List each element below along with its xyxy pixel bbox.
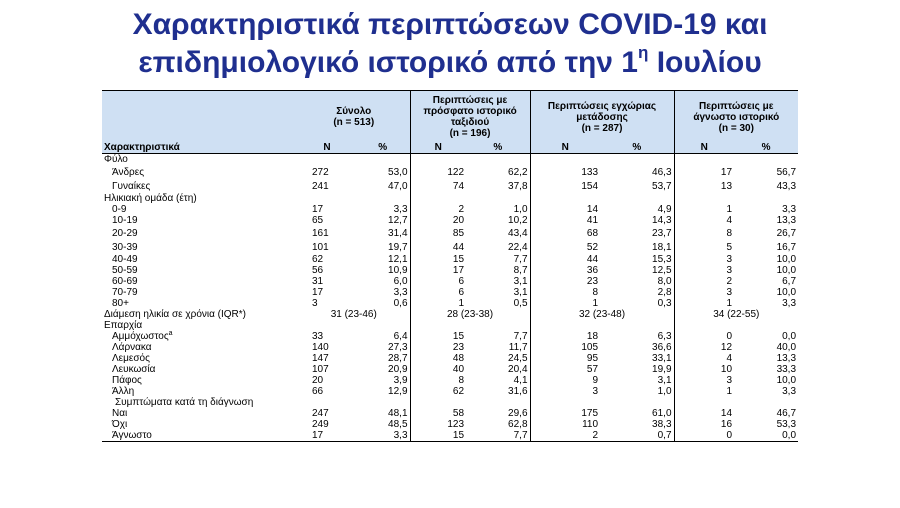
percent-cell: 13,3 (776, 215, 797, 226)
row-label: 70-79 (112, 287, 138, 298)
count-cell: 8 (674, 226, 734, 240)
count-cell: 0 (674, 430, 734, 442)
count-cell: 140 (312, 342, 329, 353)
row-label: 0-9 (112, 204, 127, 215)
percent-cell: 6,0 (393, 276, 408, 287)
table-header (102, 91, 798, 154)
empty-cell (530, 193, 674, 204)
count-cell: 15 (410, 331, 466, 342)
table-row (102, 265, 798, 276)
count-cell: 16 (674, 419, 734, 430)
percent-cell: 62,2 (508, 166, 528, 178)
header-n: N (410, 141, 466, 154)
row-label: 80+ (112, 298, 129, 309)
count-cell: 105 (530, 342, 600, 353)
table-row (102, 254, 798, 265)
count-cell: 62 (410, 386, 466, 397)
row-label: 30-39 (112, 241, 138, 253)
count-cell: 1 (674, 386, 734, 397)
percent-cell: 37,8 (508, 180, 528, 192)
percent-cell: 3,3 (782, 386, 797, 397)
count-cell: 44 (530, 254, 600, 265)
count-cell: 41 (530, 215, 600, 226)
percent-cell: 4,9 (657, 204, 672, 215)
percent-cell: 7,7 (466, 430, 530, 442)
count-cell: 1 (674, 204, 734, 215)
percent-cell: 3,3 (393, 204, 408, 215)
count-cell: 0 (674, 331, 734, 342)
header-travel: Περιπτώσεις με πρόσφατο ιστορικό ταξιδιού (n = 196) (410, 91, 530, 142)
count-cell: 5 (674, 240, 734, 254)
table-row (102, 408, 798, 419)
percent-cell: 3,9 (393, 375, 408, 386)
percent-cell: 0,0 (734, 430, 798, 442)
section-label: Φύλο (104, 154, 128, 165)
table-row (102, 215, 798, 226)
median-cell: 34 (22-55) (674, 309, 798, 320)
count-cell: 12 (674, 342, 734, 353)
count-cell: 241 (312, 180, 329, 192)
count-cell: 74 (410, 179, 466, 193)
percent-cell: 61,0 (652, 408, 672, 419)
header-characteristics: Χαρακτηριστικά (102, 141, 298, 154)
percent-cell: 47,0 (388, 180, 408, 192)
percent-cell: 7,7 (513, 331, 528, 342)
percent-cell: 0,3 (657, 298, 672, 309)
empty-cell (674, 320, 798, 331)
percent-cell: 3,3 (356, 430, 410, 442)
percent-cell: 10,0 (776, 287, 797, 298)
percent-cell: 0,0 (782, 331, 797, 342)
table-row (102, 386, 798, 397)
table-row (102, 342, 798, 353)
footnote-marker: a (168, 331, 173, 337)
percent-cell: 43,3 (776, 180, 797, 192)
count-cell: 95 (530, 353, 600, 364)
percent-cell: 3,3 (782, 298, 797, 309)
median-cell: 31 (23-46) (330, 309, 377, 320)
percent-cell: 12,9 (388, 386, 408, 397)
table-row (102, 165, 798, 179)
table-row (102, 353, 798, 364)
percent-cell: 10,9 (388, 265, 408, 276)
percent-cell: 48,5 (388, 419, 408, 430)
title-line-1: Χαρακτηριστικά περιπτώσεων COVID-19 και (132, 8, 768, 41)
percent-cell: 33,1 (652, 353, 672, 364)
section-label: Συμπτώματα κατά τη διάγνωση (115, 397, 254, 408)
section-row (102, 154, 798, 166)
row-label: Όχι (112, 419, 128, 430)
count-cell: 36 (530, 265, 600, 276)
count-cell: 14 (674, 408, 734, 419)
count-cell: 48 (410, 353, 466, 364)
count-cell: 44 (410, 240, 466, 254)
count-cell: 1 (674, 298, 734, 309)
count-cell: 17 (410, 265, 466, 276)
header-pct: % (356, 141, 410, 154)
percent-cell: 62,8 (508, 419, 528, 430)
row-label: Άγνωστο (102, 430, 298, 442)
percent-cell: 2,8 (657, 287, 672, 298)
count-cell: 18 (530, 331, 600, 342)
percent-cell: 23,7 (652, 227, 672, 239)
count-cell: 154 (530, 179, 600, 193)
count-cell: 56 (312, 265, 324, 276)
count-cell: 17 (312, 204, 324, 215)
percent-cell: 40,0 (776, 342, 797, 353)
count-cell: 23 (410, 342, 466, 353)
row-label: Ναι (112, 408, 128, 419)
row-label: Άνδρες (112, 166, 145, 178)
percent-cell: 46,3 (652, 166, 672, 178)
empty-cell (410, 193, 530, 204)
percent-cell: 19,9 (652, 364, 672, 375)
table-row (102, 430, 798, 442)
table-row (102, 287, 798, 298)
percent-cell: 15,3 (652, 254, 672, 265)
header-group-row (102, 91, 798, 142)
percent-cell: 7,7 (513, 254, 528, 265)
header-n: N (298, 141, 356, 154)
empty-cell (410, 154, 530, 166)
percent-cell: 0,7 (600, 430, 674, 442)
table-row (102, 204, 798, 215)
count-cell: 4 (674, 353, 734, 364)
header-pct: % (600, 141, 674, 154)
count-cell: 40 (410, 364, 466, 375)
count-cell: 3 (674, 265, 734, 276)
header-empty-cell (102, 91, 298, 142)
percent-cell: 13,3 (776, 353, 797, 364)
percent-cell: 3,3 (393, 287, 408, 298)
percent-cell: 26,7 (776, 227, 797, 239)
count-cell: 15 (410, 254, 466, 265)
percent-cell: 3,3 (782, 204, 797, 215)
count-cell: 122 (410, 165, 466, 179)
count-cell: 2 (530, 430, 600, 442)
row-label: Άλλη (112, 386, 135, 397)
table-row (102, 276, 798, 287)
section-row (102, 320, 798, 331)
header-pct: % (466, 141, 530, 154)
count-cell: 68 (530, 226, 600, 240)
row-label: Αμμόχωστος$^a$ (112, 331, 173, 342)
percent-cell: 11,7 (508, 342, 528, 353)
percent-cell: 12,1 (388, 254, 408, 265)
row-label: 40-49 (112, 254, 138, 265)
percent-cell: 27,3 (388, 342, 408, 353)
percent-cell: 10,0 (776, 375, 797, 386)
count-cell: 3 (312, 298, 318, 309)
count-cell: 14 (530, 204, 600, 215)
count-cell: 1 (410, 298, 466, 309)
percent-cell: 6,4 (393, 331, 408, 342)
median-cell: 32 (23-48) (530, 309, 674, 320)
count-cell: 33 (312, 331, 324, 342)
percent-cell: 19,7 (388, 241, 408, 253)
percent-cell: 53,3 (776, 419, 797, 430)
percent-cell: 12,5 (652, 265, 672, 276)
count-cell: 20 (410, 215, 466, 226)
title-line-2: επιδημιολογικό ιστορικό από την $1^\eta$ Ιουλίου (138, 43, 762, 79)
percent-cell: 53,7 (652, 180, 672, 192)
percent-cell: 3,1 (513, 276, 528, 287)
row-label: Πάφος (112, 375, 142, 386)
percent-cell: 8,7 (513, 265, 528, 276)
percent-cell: 1,0 (513, 204, 528, 215)
count-cell: 3 (674, 254, 734, 265)
percent-cell: 12,7 (388, 215, 408, 226)
count-cell: 52 (530, 240, 600, 254)
table-row (102, 179, 798, 193)
empty-cell (530, 397, 674, 408)
header-total: Σύνολο (n = 513) (298, 91, 410, 142)
percent-cell: 6,7 (782, 276, 797, 287)
percent-cell: 16,7 (776, 241, 797, 253)
percent-cell: 38,3 (652, 419, 672, 430)
empty-cell (298, 193, 410, 204)
table-row (102, 331, 798, 342)
median-cell: 28 (23-38) (410, 309, 530, 320)
table-row (102, 226, 798, 240)
percent-cell: 31,4 (388, 227, 408, 239)
count-cell: 8 (410, 375, 466, 386)
row-label: 60-69 (112, 276, 138, 287)
row-label: 20-29 (112, 227, 138, 239)
count-cell: 272 (312, 166, 329, 178)
header-n: N (530, 141, 600, 154)
row-label: Λευκωσία (112, 364, 156, 375)
count-cell: 31 (312, 276, 324, 287)
row-label: Λάρνακα (112, 342, 152, 353)
count-cell: 2 (410, 204, 466, 215)
empty-cell (298, 154, 410, 166)
percent-cell: 43,4 (508, 227, 528, 239)
count-cell: 65 (312, 215, 324, 226)
section-row (102, 397, 798, 408)
section-label: Διάμεση ηλικία σε χρόνια (IQR*) (104, 309, 246, 320)
header-columns-row (102, 141, 798, 154)
count-cell: 247 (312, 408, 329, 419)
percent-cell: 0,6 (393, 298, 408, 309)
count-cell: 147 (312, 353, 329, 364)
percent-cell: 18,1 (652, 241, 672, 253)
percent-cell: 4,1 (513, 375, 528, 386)
row-label: Γυναίκες (112, 180, 151, 192)
count-cell: 17 (312, 287, 324, 298)
count-cell: 15 (410, 430, 466, 442)
percent-cell: 53,0 (388, 166, 408, 178)
header-pct: % (734, 141, 798, 154)
header-local: Περιπτώσεις εγχώριας μετάδοσης (n = 287) (530, 91, 674, 142)
table-row (102, 419, 798, 430)
count-cell: 101 (312, 241, 329, 253)
characteristics-table-container (102, 90, 798, 442)
count-cell: 249 (312, 419, 329, 430)
percent-cell: 10,0 (776, 254, 797, 265)
empty-cell (674, 397, 798, 408)
empty-cell (298, 320, 410, 331)
row-label: 50-59 (112, 265, 138, 276)
header-n: N (674, 141, 734, 154)
table-row (102, 240, 798, 254)
count-cell: 133 (530, 165, 600, 179)
count-cell: 123 (410, 419, 466, 430)
count-cell: 175 (530, 408, 600, 419)
count-cell: 66 (312, 386, 324, 397)
empty-cell (674, 154, 798, 166)
empty-cell (298, 397, 410, 408)
row-label: Λεμεσός (112, 353, 150, 364)
percent-cell: 31,6 (508, 386, 528, 397)
count-cell: 1 (530, 298, 600, 309)
median-age-row (102, 309, 798, 320)
count-cell: 6 (410, 287, 466, 298)
percent-cell: 56,7 (776, 166, 797, 178)
count-cell: 161 (312, 227, 329, 239)
count-cell: 107 (312, 364, 329, 375)
header-unknown: Περιπτώσεις με άγνωστο ιστορικό (n = 30) (674, 91, 798, 142)
count-cell: 3 (674, 287, 734, 298)
count-cell: 62 (312, 254, 324, 265)
count-cell: 2 (674, 276, 734, 287)
count-cell: 23 (530, 276, 600, 287)
count-cell: 10 (674, 364, 734, 375)
percent-cell: 29,6 (508, 408, 528, 419)
empty-cell (674, 193, 798, 204)
percent-cell: 48,1 (388, 408, 408, 419)
count-cell: 3 (674, 375, 734, 386)
count-cell: 4 (674, 215, 734, 226)
percent-cell: 20,9 (388, 364, 408, 375)
percent-cell: 8,0 (657, 276, 672, 287)
table-row (102, 375, 798, 386)
percent-cell: 20,4 (508, 364, 528, 375)
count-cell: 20 (312, 375, 324, 386)
percent-cell: 6,3 (657, 331, 672, 342)
percent-cell: 14,3 (652, 215, 672, 226)
empty-cell (410, 397, 530, 408)
count-cell: 17 (674, 165, 734, 179)
table-row (102, 364, 798, 375)
count-cell: 13 (674, 179, 734, 193)
percent-cell: 22,4 (508, 241, 528, 253)
percent-cell: 3,1 (657, 375, 672, 386)
percent-cell: 33,3 (776, 364, 797, 375)
empty-cell (530, 154, 674, 166)
table-body (102, 154, 798, 442)
percent-cell: 0,5 (513, 298, 528, 309)
percent-cell: 36,6 (652, 342, 672, 353)
count-cell: 58 (410, 408, 466, 419)
section-label: Ηλικιακή ομάδα (έτη) (104, 193, 197, 204)
empty-cell (530, 320, 674, 331)
percent-cell: 28,7 (388, 353, 408, 364)
percent-cell: 10,2 (508, 215, 528, 226)
percent-cell: 1,0 (657, 386, 672, 397)
count-cell: 9 (530, 375, 600, 386)
count-cell: 17 (298, 430, 356, 442)
percent-cell: 10,0 (776, 265, 797, 276)
percent-cell: 3,1 (513, 287, 528, 298)
count-cell: 8 (530, 287, 600, 298)
section-row (102, 193, 798, 204)
section-label: Επαρχία (104, 320, 143, 331)
empty-cell (410, 320, 530, 331)
row-label: 10-19 (112, 215, 138, 226)
table-row (102, 298, 798, 309)
slide-title (0, 6, 900, 82)
characteristics-table (102, 90, 798, 442)
count-cell: 6 (410, 276, 466, 287)
count-cell: 3 (530, 386, 600, 397)
count-cell: 85 (410, 226, 466, 240)
count-cell: 57 (530, 364, 600, 375)
percent-cell: 24,5 (508, 353, 528, 364)
count-cell: 110 (530, 419, 600, 430)
percent-cell: 46,7 (776, 408, 797, 419)
